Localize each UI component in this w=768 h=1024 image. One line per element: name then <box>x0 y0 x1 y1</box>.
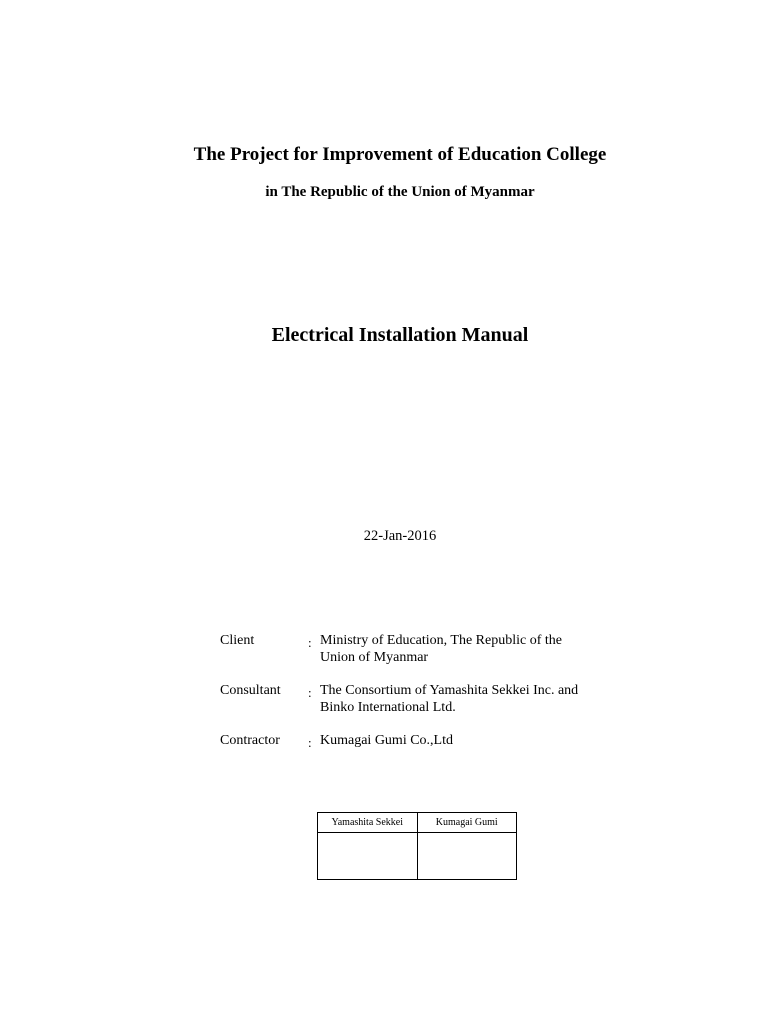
client-value: Ministry of Education, The Republic of the Union of Myanmar <box>320 633 562 665</box>
client-label: Client <box>220 633 255 648</box>
contractor-colon: : <box>308 735 312 750</box>
contractor-value: Kumagai Gumi Co.,Ltd <box>320 733 453 748</box>
signature-box-kumagai <box>417 833 517 880</box>
signature-header-yamashita: Yamashita Sekkei <box>318 813 418 833</box>
signature-box-yamashita <box>318 833 418 880</box>
signature-header-row <box>318 813 517 833</box>
client-colon: : <box>308 635 312 650</box>
consultant-colon: : <box>308 685 312 700</box>
signature-table <box>317 812 517 880</box>
signature-box-row <box>318 833 517 880</box>
consultant-value: The Consortium of Yamashita Sekkei Inc. and Binko International Ltd. <box>320 683 579 715</box>
document-date: 22-Jan-2016 <box>363 528 437 544</box>
project-subtitle: in The Republic of the Union of Myanmar <box>265 184 535 200</box>
consultant-label: Consultant <box>220 683 281 698</box>
project-title: The Project for Improvement of Education College <box>193 144 607 165</box>
contractor-label: Contractor <box>220 733 280 748</box>
document-title: Electrical Installation Manual <box>271 324 529 346</box>
signature-header-kumagai: Kumagai Gumi <box>417 813 517 833</box>
